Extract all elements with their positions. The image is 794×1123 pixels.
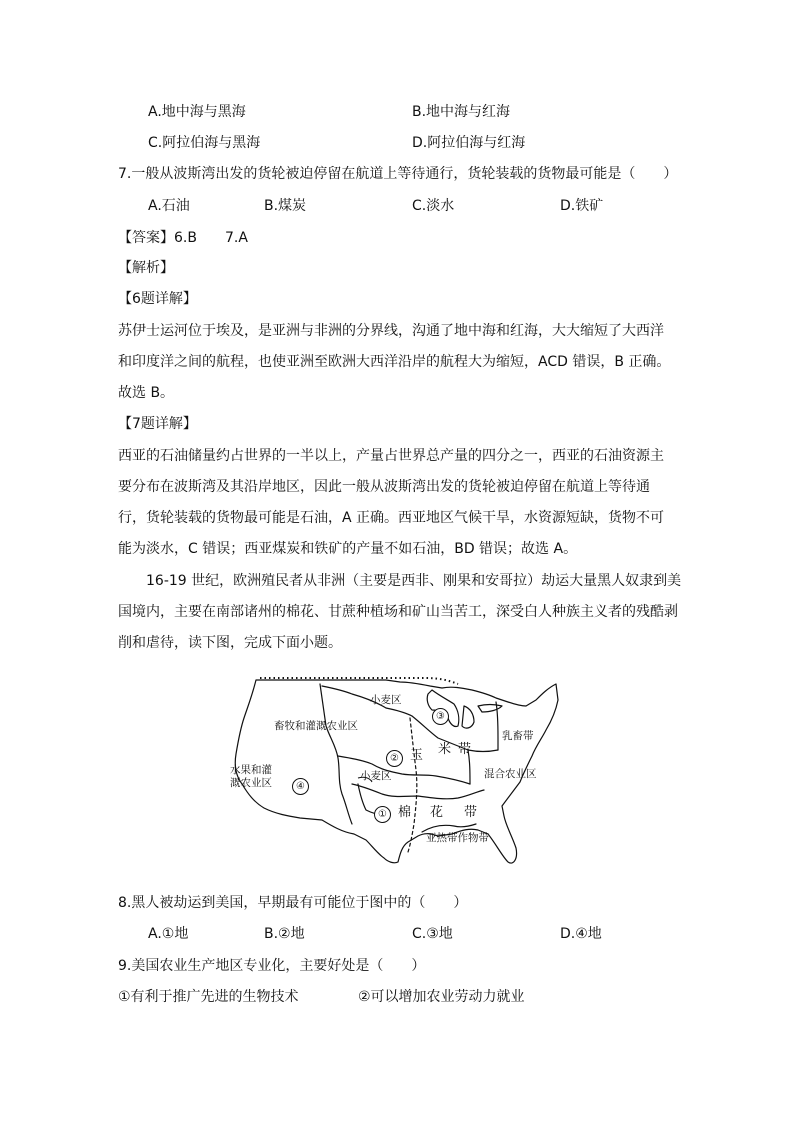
label-circle-1: ① <box>374 806 391 823</box>
q6-detail-label: 【6题详解】 <box>118 291 197 307</box>
answer-line: 【答案】6.B 7.A <box>118 230 248 246</box>
region-boundary <box>422 824 476 832</box>
q6-option-d: D.阿拉伯海与红海 <box>412 135 526 151</box>
region-boundary <box>352 784 484 799</box>
q6-option-c: C.阿拉伯海与黑海 <box>148 135 261 151</box>
label-subtropical: 亚热带作物带 <box>426 832 489 844</box>
q7-detail-line: 能为淡水，C 错误；西亚煤炭和铁矿的产量不如石油，BD 错误；故选 A。 <box>118 541 578 557</box>
q9-option-2: ②可以增加农业劳动力就业 <box>358 989 525 1005</box>
q9-option-1: ①有利于推广先进的生物技术 <box>118 989 299 1005</box>
q8-option-c: C.③地 <box>412 926 453 942</box>
label-dairy: 乳畜带 <box>502 730 534 742</box>
label-corn-yu: 玉 <box>410 748 424 763</box>
q6-detail-line: 苏伊士运河位于埃及，是亚洲与非洲的分界线，沟通了地中海和红海，大大缩短了大西洋 <box>118 323 664 339</box>
q6-option-a: A.地中海与黑海 <box>148 104 246 120</box>
q7-option-d: D.铁矿 <box>560 198 604 214</box>
label-circle-2: ② <box>386 750 403 767</box>
label-wheat-south: 小麦区 <box>360 770 392 782</box>
q6-detail-line: 和印度洋之间的航程，也使亚洲至欧洲大西洋沿岸的航程大为缩短，ACD 错误，B 正确。 <box>118 354 671 370</box>
q8-option-a: A.①地 <box>148 926 189 942</box>
label-mixed-farming: 混合农业区 <box>484 768 537 780</box>
region-boundary <box>412 716 498 752</box>
q7-stem: 7.一般从波斯湾出发的货轮被迫停留在航道上等待通行，货轮装载的货物最可能是（ ） <box>118 166 678 182</box>
label-wheat-north: 小麦区 <box>370 694 402 706</box>
label-fruit-line1: 水果和灌 <box>230 764 272 776</box>
label-fruit-line2: 溉农业区 <box>230 777 272 789</box>
q7-option-b: B.煤炭 <box>264 198 307 214</box>
label-cotton-dai: 带 <box>464 805 478 820</box>
region-boundary <box>338 756 470 784</box>
river-line <box>408 718 417 852</box>
analysis-label: 【解析】 <box>118 260 174 276</box>
us-agriculture-map <box>226 666 564 868</box>
q7-detail-line: 要分布在波斯湾及其沿岸地区，因此一般从波斯湾出发的货轮被迫停留在航道上等待通 <box>118 479 650 495</box>
northern-border-dotted <box>260 678 458 684</box>
q9-stem: 9.美国农业生产地区专业化，主要好处是（ ） <box>118 958 426 974</box>
q6-detail-line: 故选 B。 <box>118 385 175 401</box>
label-corn-dai: 带 <box>458 742 472 757</box>
intro-line: 16-19 世纪，欧洲殖民者从非洲（主要是西非、刚果和安哥拉）劫运大量黑人奴隶到美 <box>146 573 682 589</box>
label-corn-mi: 米 <box>438 742 452 757</box>
intro-line: 削和虐待，读下图，完成下面小题。 <box>118 635 342 651</box>
intro-line: 国境内，主要在南部诸州的棉花、甘蔗种植场和矿山当苦工，深受白人种族主义者的残酷剥 <box>118 604 678 620</box>
q6-option-b: B.地中海与红海 <box>412 104 511 120</box>
q7-option-a: A.石油 <box>148 198 190 214</box>
q7-detail-line: 行，货轮装载的货物最可能是石油，A 正确。西亚地区气候干旱，水资源短缺，货物不可 <box>118 510 665 526</box>
q7-option-c: C.淡水 <box>412 198 455 214</box>
label-circle-4: ④ <box>292 778 309 795</box>
region-boundary <box>320 684 352 824</box>
label-cotton-hua: 花 <box>430 805 444 820</box>
label-cotton-mian: 棉 <box>398 805 412 820</box>
q7-detail-label: 【7题详解】 <box>118 416 197 432</box>
q8-stem: 8.黑人被劫运到美国，早期最有可能位于图中的（ ） <box>118 895 468 911</box>
q8-option-b: B.②地 <box>264 926 305 942</box>
label-ranching: 畜牧和灌溉农业区 <box>274 720 358 732</box>
label-circle-3: ③ <box>432 708 449 725</box>
q8-option-d: D.④地 <box>560 926 602 942</box>
q7-detail-line: 西亚的石油储量约占世界的一半以上，产量占世界总产量的四分之一，西亚的石油资源主 <box>118 448 664 464</box>
